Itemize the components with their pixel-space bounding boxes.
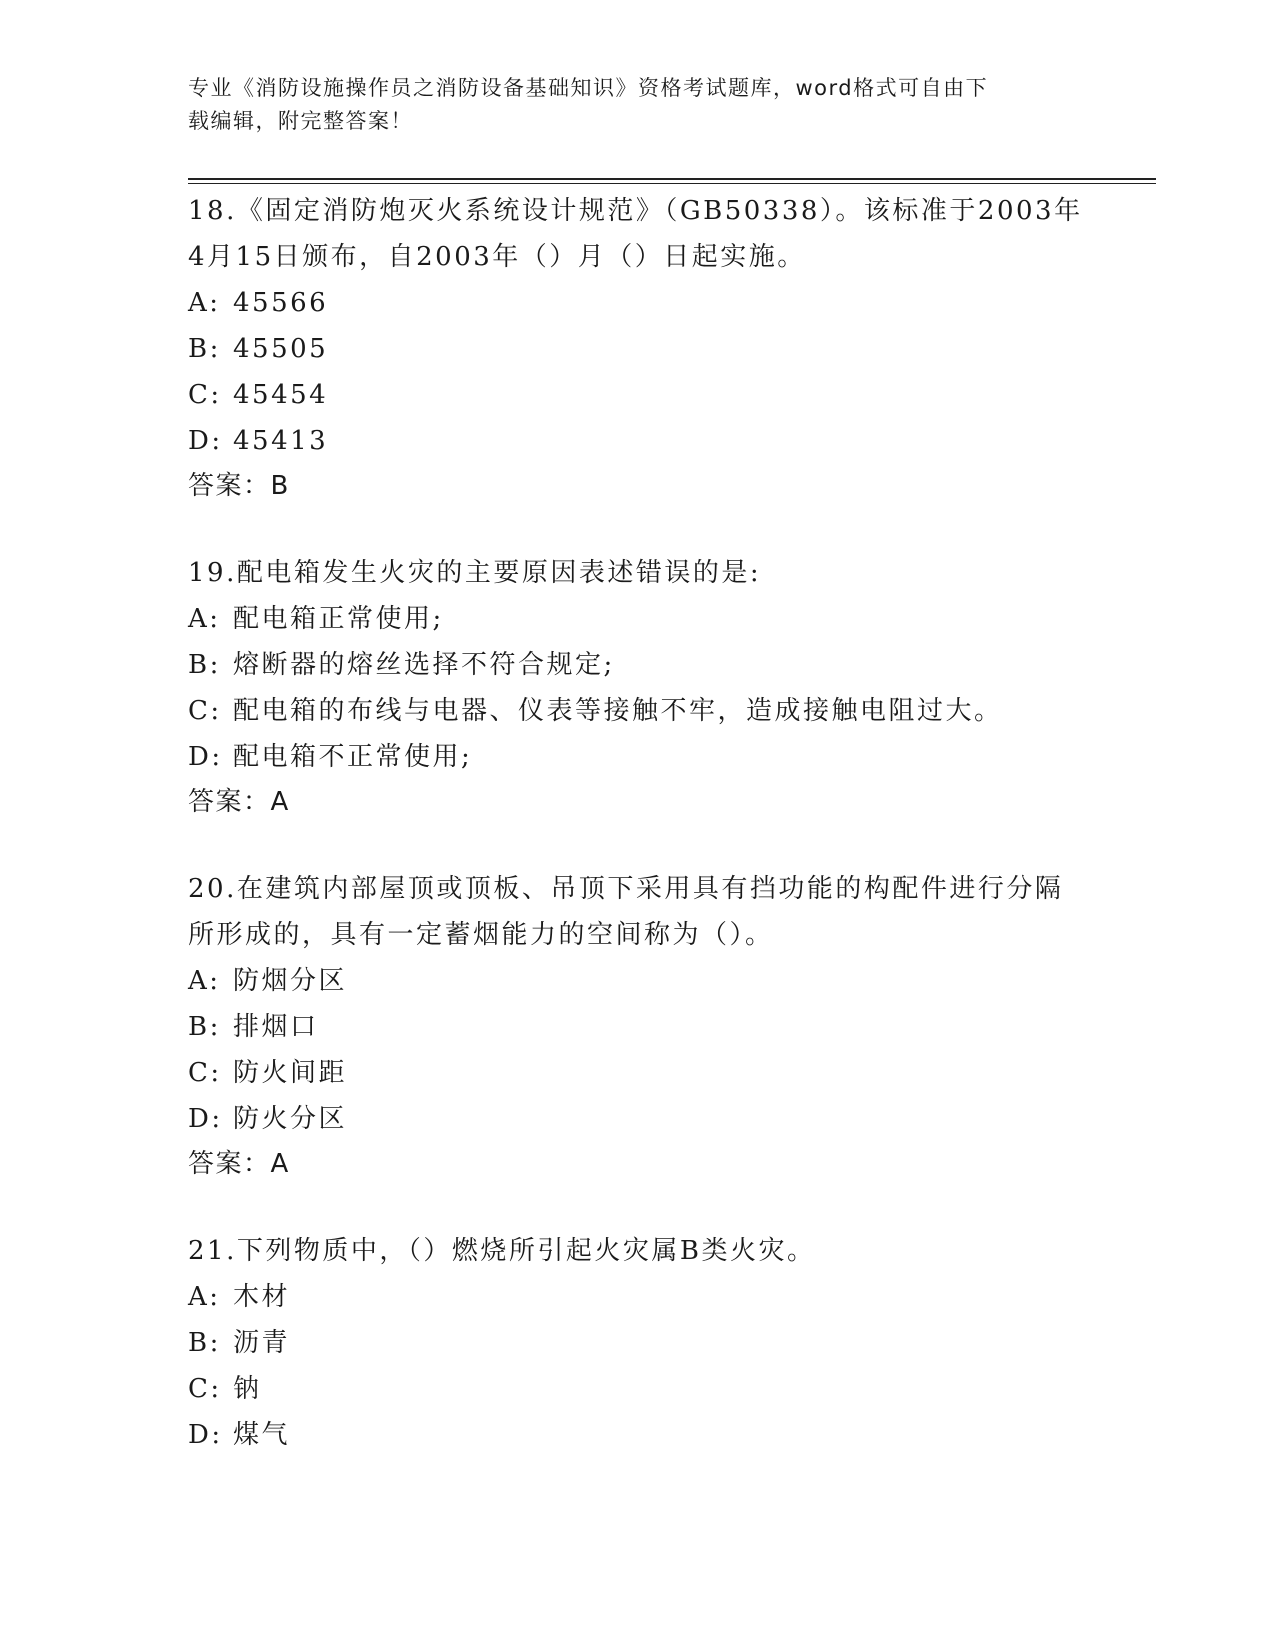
option-letter: B: — [188, 650, 221, 680]
question-stem-line: 18.《固定消防炮灭火系统设计规范》（GB50338）。该标准于2003年 — [188, 196, 1083, 226]
option-a — [188, 958, 1088, 1004]
answer-line: 答案：A — [188, 1149, 290, 1179]
option-text: 配电箱的布线与电器、仪表等接触不牢，造成接触电阻过大。 — [233, 696, 1003, 726]
question-stem-line: 20.在建筑内部屋顶或顶板、吊顶下采用具有挡功能的构配件进行分隔 — [188, 874, 1064, 904]
option-b — [188, 326, 1088, 372]
question-stem-line: 所形成的，具有一定蓄烟能力的空间称为（）。 — [188, 920, 774, 950]
option-letter: C: — [188, 1374, 222, 1404]
question-list — [188, 188, 1088, 1500]
option-letter: D: — [188, 426, 223, 456]
option-letter: A: — [188, 1282, 221, 1312]
option-text: 45505 — [233, 334, 329, 364]
option-a — [188, 280, 1088, 326]
option-letter: A: — [188, 966, 221, 996]
option-b — [188, 1004, 1088, 1050]
option-text: 防火分区 — [233, 1104, 348, 1134]
option-text: 45566 — [233, 288, 329, 318]
option-text: 钠 — [233, 1374, 262, 1404]
option-text: 煤气 — [233, 1420, 291, 1450]
option-letter: B: — [188, 1012, 221, 1042]
question-stem-line: 21.下列物质中，（）燃烧所引起火灾属B类火灾。 — [188, 1236, 816, 1266]
option-d — [188, 1096, 1088, 1142]
option-text: 沥青 — [233, 1328, 291, 1358]
option-letter: D: — [188, 1104, 223, 1134]
option-letter: C: — [188, 1058, 222, 1088]
question-18 — [188, 188, 1088, 508]
option-a — [188, 596, 1088, 642]
option-text: 配电箱正常使用; — [233, 604, 444, 634]
option-c — [188, 1050, 1088, 1096]
header-divider-thick — [188, 178, 1156, 180]
option-letter: A: — [188, 604, 221, 634]
option-text: 配电箱不正常使用; — [233, 742, 473, 772]
option-text: 防烟分区 — [233, 966, 348, 996]
option-text: 木材 — [233, 1282, 291, 1312]
header-line-2: 载编辑，附完整答案！ — [188, 109, 413, 133]
question-19 — [188, 550, 1088, 824]
header-divider-thin — [188, 183, 1156, 184]
option-b — [188, 1320, 1088, 1366]
question-21 — [188, 1228, 1088, 1458]
option-text: 45454 — [233, 380, 329, 410]
option-letter: C: — [188, 696, 222, 726]
header-note — [188, 72, 1068, 138]
option-text: 45413 — [233, 426, 329, 456]
option-c — [188, 372, 1088, 418]
option-text: 排烟口 — [233, 1012, 319, 1042]
answer-line: 答案：A — [188, 787, 290, 817]
option-a — [188, 1274, 1088, 1320]
option-letter: A: — [188, 288, 221, 318]
answer-line: 答案：B — [188, 471, 290, 501]
question-stem-line: 19.配电箱发生火灾的主要原因表述错误的是: — [188, 558, 762, 588]
option-text: 防火间距 — [233, 1058, 348, 1088]
option-letter: D: — [188, 742, 223, 772]
option-d — [188, 418, 1088, 464]
option-letter: C: — [188, 380, 222, 410]
option-letter: B: — [188, 334, 221, 364]
header-line-1: 专业《消防设施操作员之消防设备基础知识》资格考试题库，word格式可自由下 — [188, 76, 989, 100]
question-stem-line: 4月15日颁布，自2003年（）月（）日起实施。 — [188, 242, 806, 272]
option-text: 熔断器的熔丝选择不符合规定; — [233, 650, 615, 680]
option-d — [188, 734, 1088, 780]
option-c — [188, 688, 1088, 734]
question-20 — [188, 866, 1088, 1186]
option-letter: B: — [188, 1328, 221, 1358]
option-d — [188, 1412, 1088, 1458]
option-c — [188, 1366, 1088, 1412]
option-letter: D: — [188, 1420, 223, 1450]
option-b — [188, 642, 1088, 688]
